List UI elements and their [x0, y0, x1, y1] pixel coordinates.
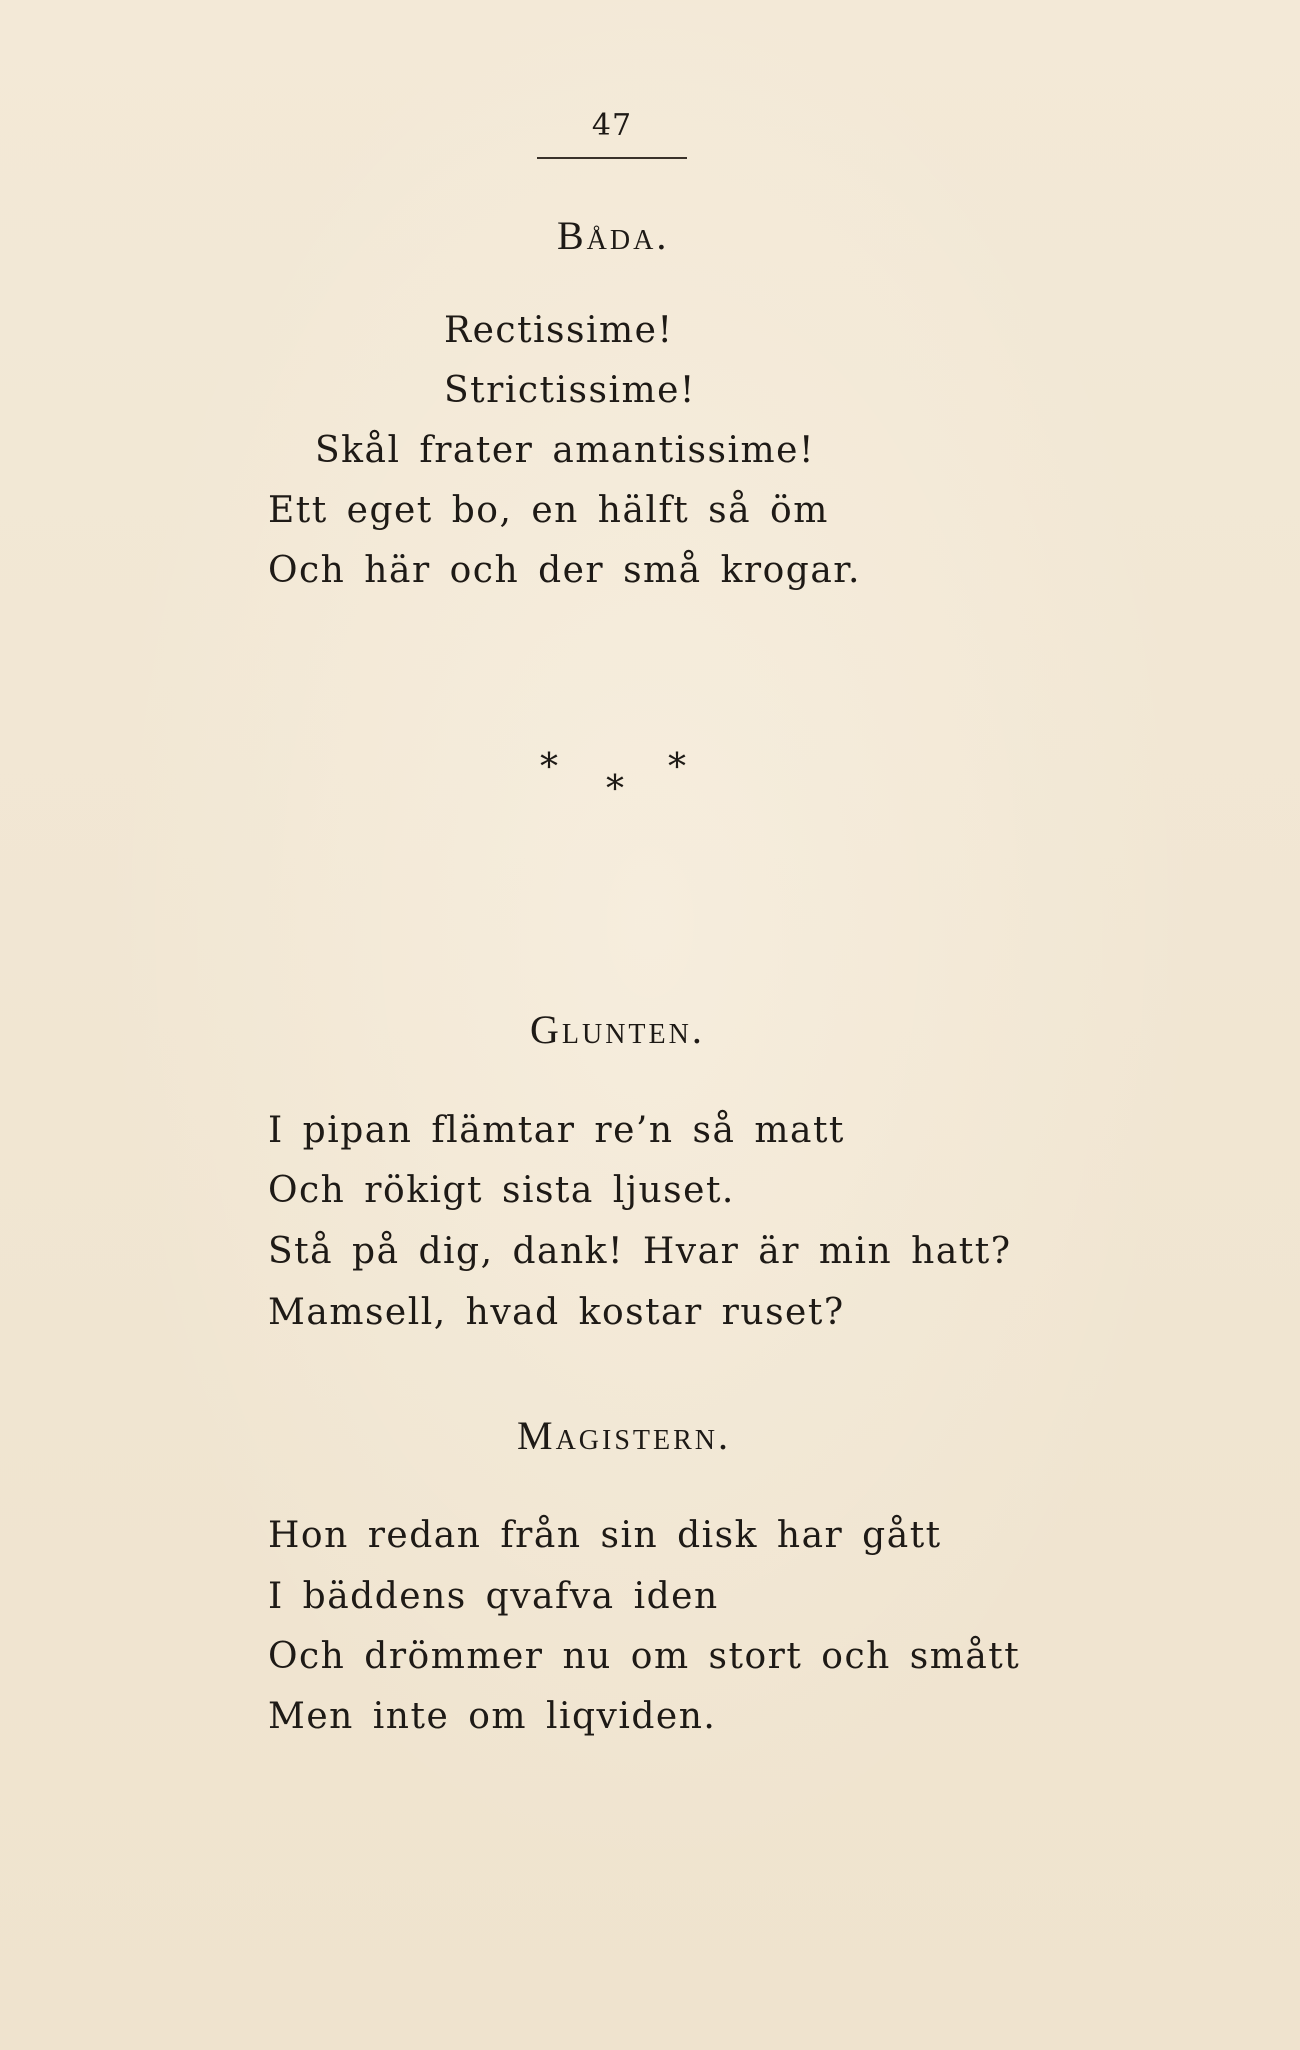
verse-line: Och drömmer nu om stort och smått [268, 1636, 1021, 1677]
verse-line: I pipan flämtar re’n så matt [268, 1110, 845, 1151]
speaker-heading-magistern: Magistern. [517, 1413, 732, 1458]
verse-line: Men inte om liqviden. [268, 1696, 717, 1737]
asterism-separator [540, 747, 710, 820]
header-rule [537, 157, 687, 159]
verse-line: Och rökigt sista ljuset. [268, 1170, 735, 1211]
asterisk-glyph: * [606, 769, 624, 810]
asterisk-glyph: * [540, 747, 558, 788]
speaker-heading-bada: Båda. [557, 213, 670, 258]
speaker-heading-glunten: Glunten. [530, 1007, 705, 1052]
verse-line: Rectissime! [444, 310, 674, 351]
verse-line: Skål frater amantissime! [315, 430, 815, 471]
asterisk-glyph: * [668, 747, 686, 788]
verse-line: Hon redan från sin disk har gått [268, 1515, 942, 1556]
verse-line: I bäddens qvafva iden [268, 1576, 719, 1617]
verse-line: Och här och der små krogar. [268, 550, 861, 591]
verse-line: Strictissime! [444, 370, 696, 411]
verse-line: Stå på dig, dank! Hvar är min hatt? [268, 1231, 1012, 1272]
verse-line: Mamsell, hvad kostar ruset? [268, 1292, 845, 1333]
verse-line: Ett eget bo, en hälft så öm [268, 490, 829, 531]
page-number: 47 [591, 108, 633, 143]
